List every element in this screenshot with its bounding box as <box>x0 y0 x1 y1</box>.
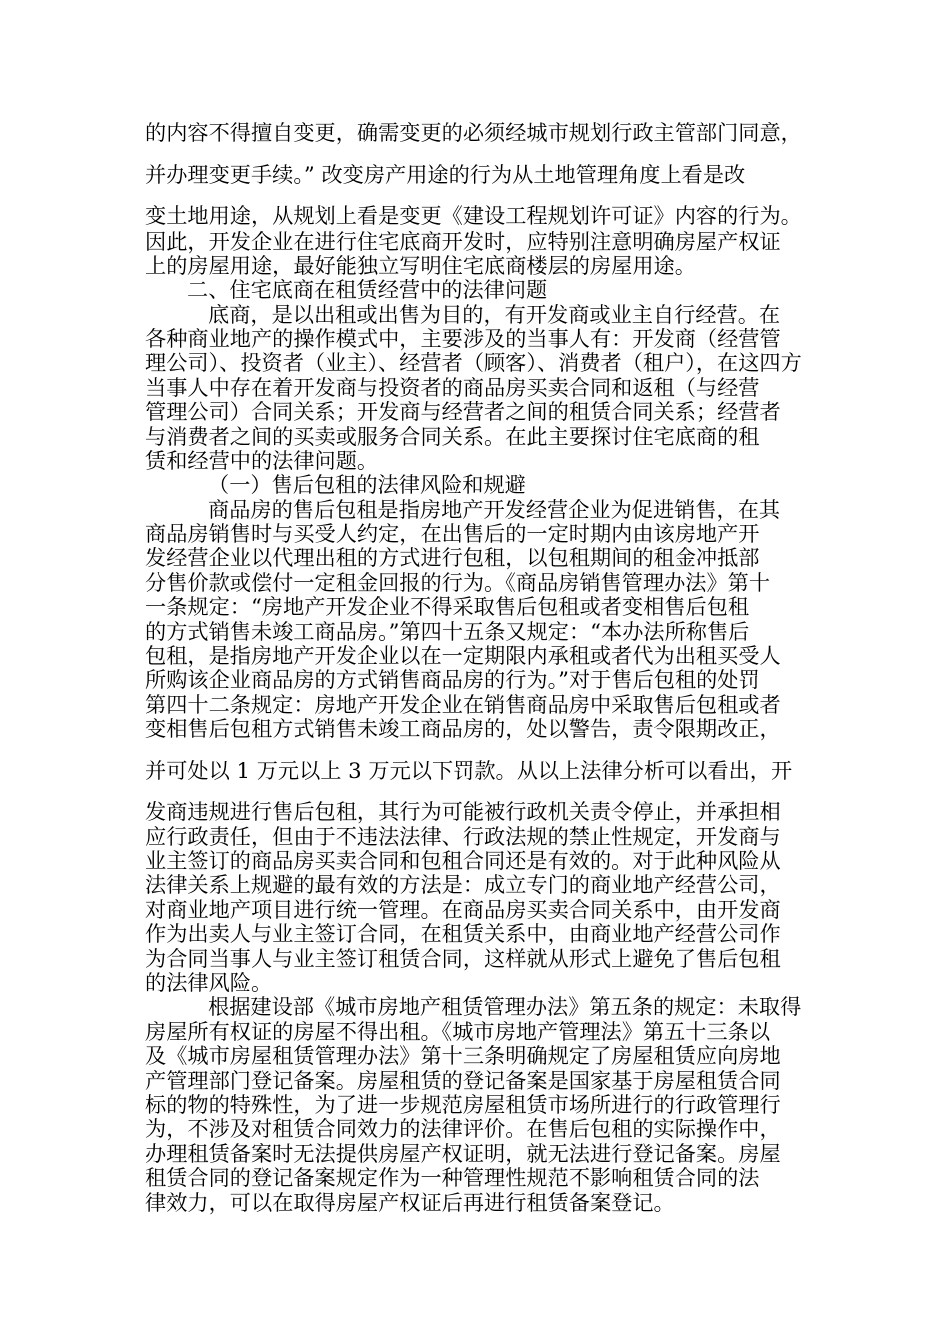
body-text-line: 及《城市房屋租赁管理办法》第十三条明确规定了房屋租赁应向房地 <box>145 1044 781 1068</box>
body-text-line: 为合同当事人与业主签订租赁合同，这样就从形式上避免了售后包租 <box>145 947 781 971</box>
paragraph-first-line: 底商，是以出租或出售为目的，有开发商或业主自行经营。在 <box>208 303 781 327</box>
body-text-line: 各种商业地产的操作模式中，主要涉及的当事人有：开发商（经营管 <box>145 327 781 351</box>
body-text-line: 发商违规进行售后包租，其行为可能被行政机关责令停止，并承担相 <box>145 800 781 824</box>
body-text-line: 办理租赁备案时无法提供房屋产权证明，就无法进行登记备案。房屋 <box>145 1142 781 1166</box>
body-text-line: 当事人中存在着开发商与投资者的商品房买卖合同和返租（与经营 <box>145 376 760 400</box>
body-text-line: 所购该企业商品房的方式销售商品房的行为。”对于售后包租的处罚 <box>145 668 760 692</box>
section-heading: 二、住宅底商在租赁经营中的法律问题 <box>187 278 548 302</box>
paragraph-first-line: 商品房的售后包租是指房地产开发经营企业为促进销售，在其 <box>208 498 781 522</box>
body-text-line: 变土地用途，从规划上看是变更《建设工程规划许可证》内容的行为。 <box>145 204 802 228</box>
body-text-line: 发经营企业以代理出租的方式进行包租，以包租期间的租金冲抵部 <box>145 546 760 570</box>
body-text-line: 第四十二条规定：房地产开发企业在销售商品房中采取售后包租或者 <box>145 693 781 717</box>
body-text-line: 并可处以 1 万元以上 3 万元以下罚款。从以上法律分析可以看出，开 <box>145 759 793 783</box>
body-text-line: 的方式销售未竣工商品房。”第四十五条又规定：“本办法所称售后 <box>145 620 750 644</box>
body-text-line: 作为出卖人与业主签订合同，在租赁关系中，由商业地产经营公司作 <box>145 922 781 946</box>
body-text-line: 对商业地产项目进行统一管理。在商品房买卖合同关系中，由开发商 <box>145 898 781 922</box>
body-text-line: 赁和经营中的法律问题。 <box>145 449 379 473</box>
body-text-line: 理公司）、投资者（业主）、经营者（顾客）、消费者（租户），在这四方 <box>145 351 802 375</box>
body-text-line: 应行政责任，但由于不违法法律、行政法规的禁止性规定，开发商与 <box>145 825 781 849</box>
body-text-line: 并办理变更手续。” 改变房产用途的行为从土地管理角度上看是改 <box>145 163 746 187</box>
body-text-line: 商品房销售时与买受人约定，在出售后的一定时期内由该房地产开 <box>145 522 760 546</box>
body-text-line: 为，不涉及对租赁合同效力的法律评价。在售后包租的实际操作中， <box>145 1117 781 1141</box>
body-text-line: 包租，是指房地产开发企业以在一定期限内承租或者代为出租买受人 <box>145 644 781 668</box>
body-text-line: 因此，开发企业在进行住宅底商开发时，应特别注意明确房屋产权证 <box>145 230 781 254</box>
body-text-line: 法律关系上规避的最有效的方法是：成立专门的商业地产经营公司， <box>145 873 781 897</box>
body-text-line: 律效力，可以在取得房屋产权证后再进行租赁备案登记。 <box>145 1191 675 1215</box>
body-text-line: 分售价款或偿付一定租金回报的行为。《商品房销售管理办法》第十 <box>145 571 771 595</box>
body-text-line: 的法律风险。 <box>145 971 273 995</box>
body-text-line: 租赁合同的登记备案规定作为一种管理性规范不影响租赁合同的法 <box>145 1166 760 1190</box>
body-text-line: 管理公司）合同关系；开发商与经营者之间的租赁合同关系；经营者 <box>145 400 781 424</box>
body-text-line: 一条规定：“房地产开发企业不得采取售后包租或者变相售后包租 <box>145 595 750 619</box>
body-text-line: 业主签订的商品房买卖合同和包租合同还是有效的。对于此种风险从 <box>145 849 781 873</box>
body-text-line: 与消费者之间的买卖或服务合同关系。在此主要探讨住宅底商的租 <box>145 425 760 449</box>
body-text-line: 产管理部门登记备案。房屋租赁的登记备案是国家基于房屋租赁合同 <box>145 1069 781 1093</box>
body-text-line: 的内容不得擅自变更，确需变更的必须经城市规划行政主管部门同意， <box>145 121 802 145</box>
body-text-line: 上的房屋用途，最好能独立写明住宅底商楼层的房屋用途。 <box>145 254 696 278</box>
body-text-line: 变相售后包租方式销售未竣工商品房的，处以警告，责令限期改正， <box>145 717 781 741</box>
body-text-line: 标的物的特殊性，为了进一步规范房屋租赁市场所进行的行政管理行 <box>145 1093 781 1117</box>
subsection-heading: （一）售后包租的法律风险和规避 <box>208 473 526 497</box>
body-text-line: 房屋所有权证的房屋不得出租。《城市房地产管理法》第五十三条以 <box>145 1020 771 1044</box>
paragraph-first-line: 根据建设部《城市房地产租赁管理办法》第五条的规定：未取得 <box>208 995 802 1019</box>
